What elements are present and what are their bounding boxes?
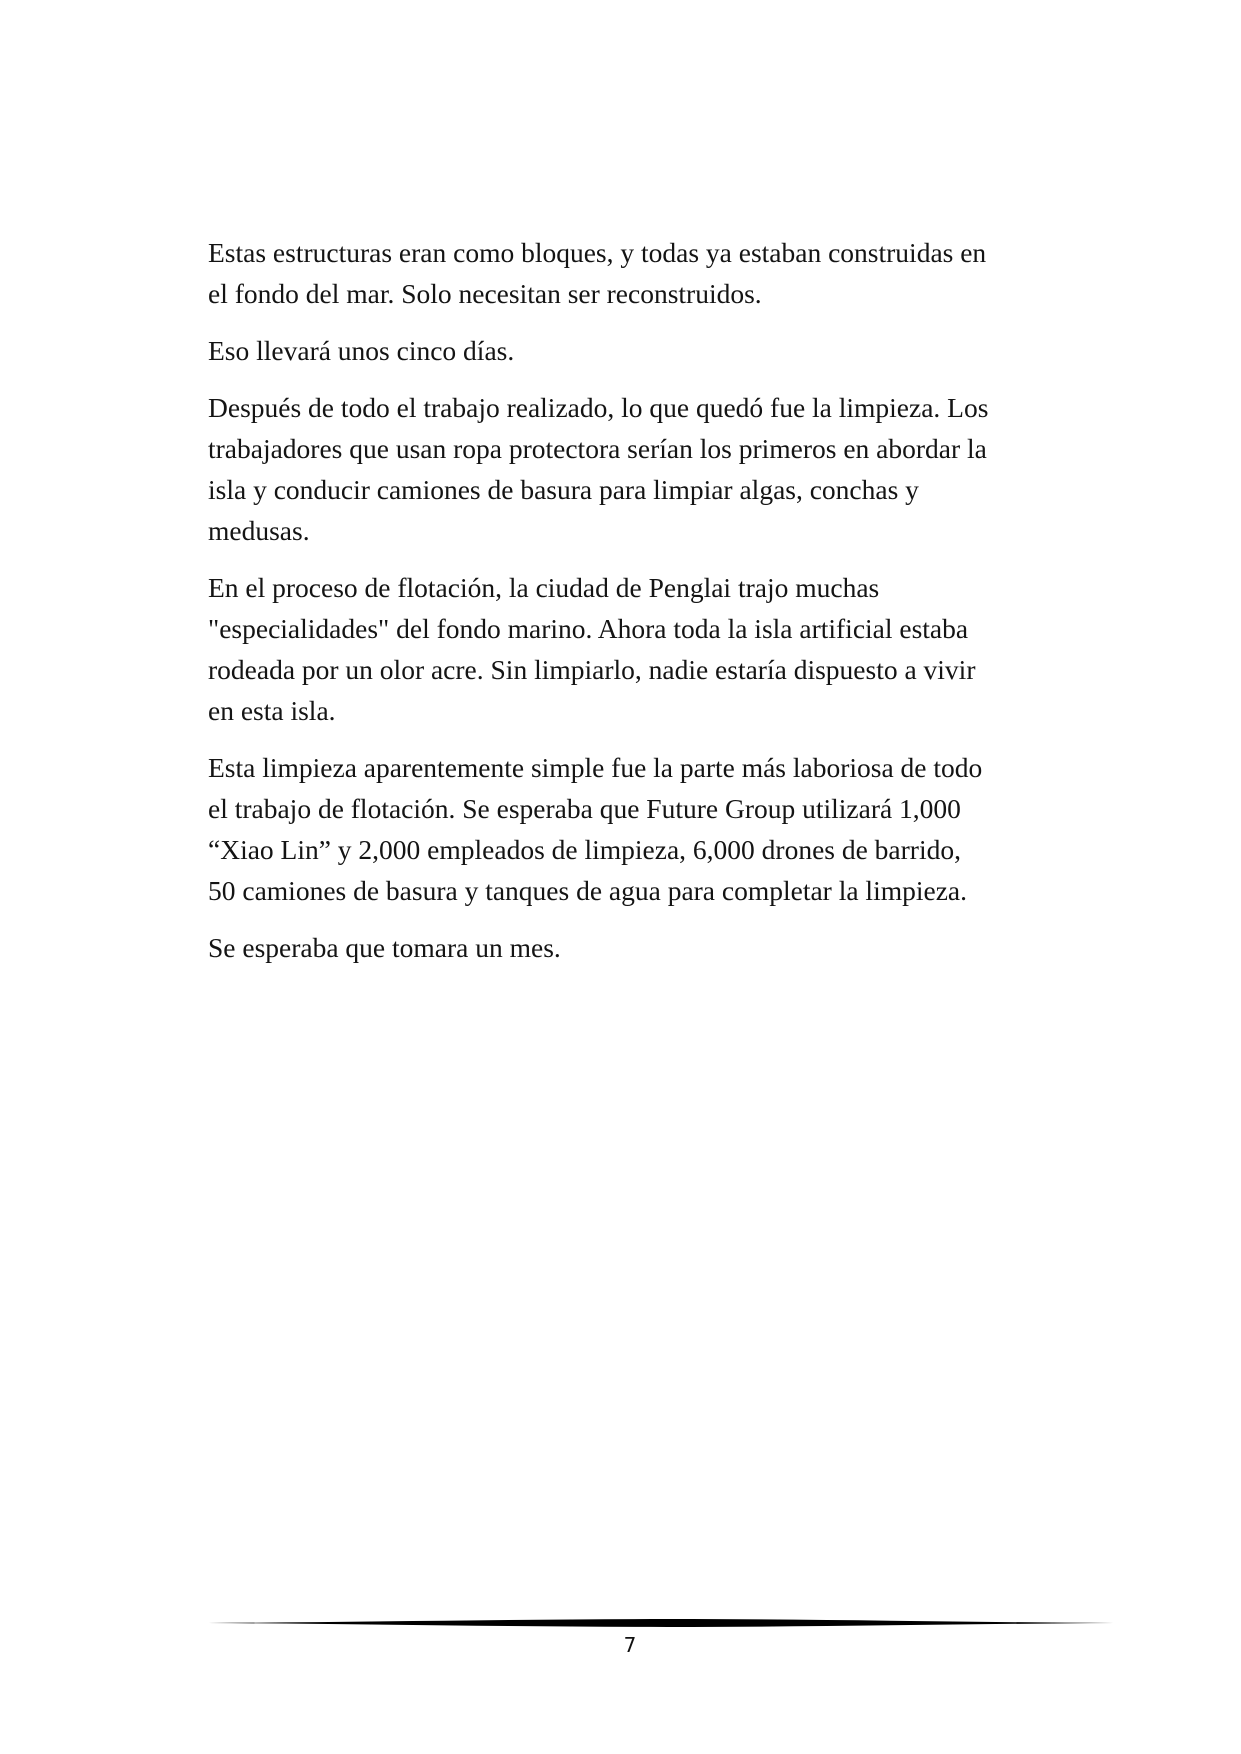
- paragraph-4: En el proceso de flotación, la ciudad de Penglai trajo muchas "especialidades" del fondo marino. Ahora toda la isla artificial estaba rodeada por un olor acre. Sin limpiarlo, nadie estaría dispuesto a vivir en esta isla.: [208, 572, 976, 726]
- footer-divider-swash: [208, 1619, 1114, 1627]
- paragraph-6: Se esperaba que tomara un mes.: [208, 932, 561, 963]
- paragraph-2: Eso llevará unos cinco días.: [208, 335, 515, 366]
- page-number: 7: [623, 1633, 637, 1657]
- footer-divider: [208, 1616, 1114, 1630]
- paragraph-5: Esta limpieza aparentemente simple fue la parte más laboriosa de todo el trabajo de flotación. Se esperaba que Future Group utilizará 1,000 “Xiao Lin” y 2,000 empleados de limpieza, 6,000 drones de barrido, 50 camiones de basura y tanques de agua para completar la limpieza.: [208, 752, 983, 906]
- paragraph-1: Estas estructuras eran como bloques, y todas ya estaban construidas en el fondo del mar. Solo necesitan ser reconstruidos.: [208, 237, 987, 309]
- body-text: [208, 232, 1088, 984]
- paragraph-3: Después de todo el trabajo realizado, lo que quedó fue la limpieza. Los trabajadores que usan ropa protectora serían los primeros en abordar la isla y conducir camiones de basura para limpiar algas, conchas y medusas.: [208, 392, 989, 546]
